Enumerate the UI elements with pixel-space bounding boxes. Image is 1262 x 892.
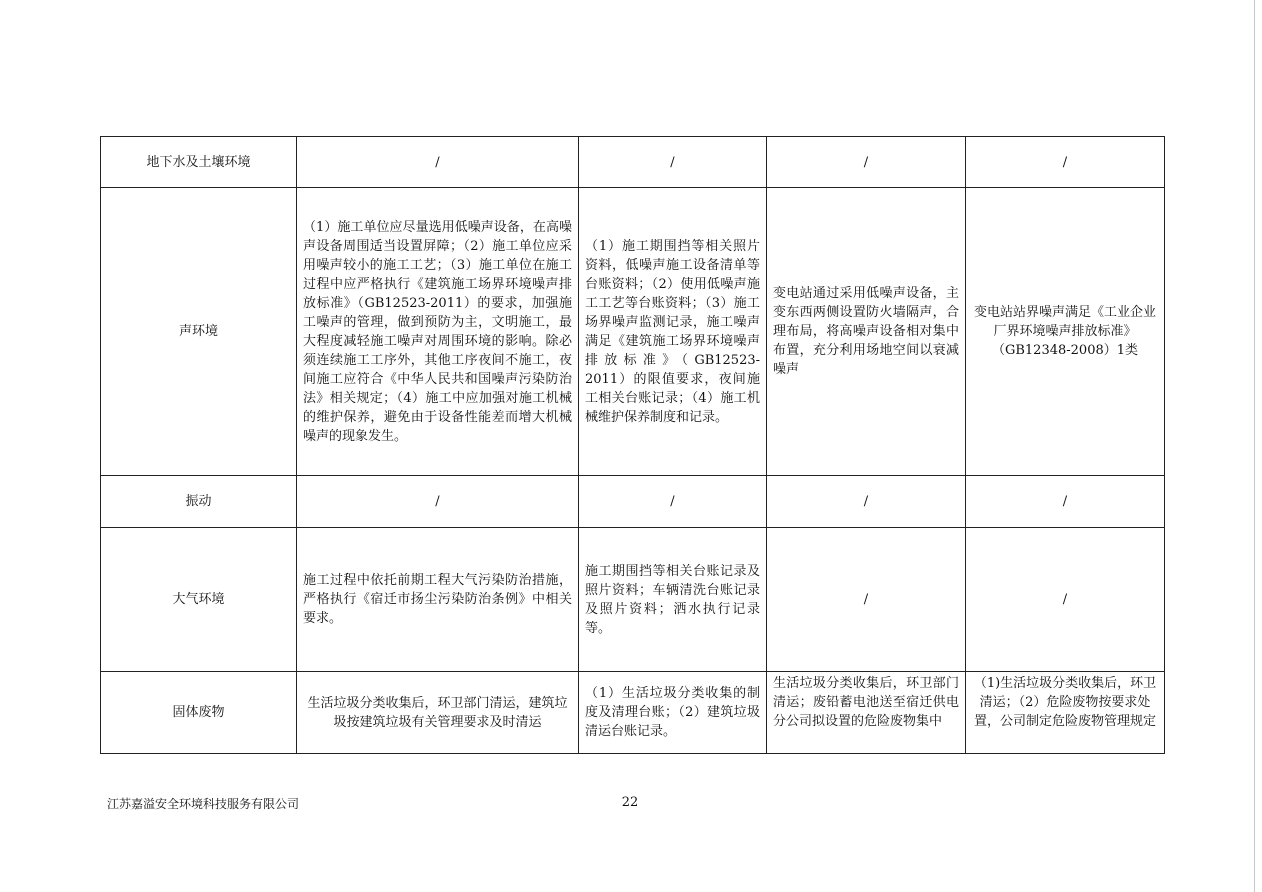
table-cell: 施工过程中依托前期工程大气污染防治措施，严格执行《宿迁市扬尘污染防治条例》中相关要求。 [297, 528, 579, 672]
table-cell: / [966, 528, 1165, 672]
table-cell: （1）施工期围挡等相关照片资料，低噪声施工设备清单等台账资料；（2）使用低噪声施工工艺等台账资料；（3）施工场界噪声监测记录，施工噪声满足《建筑施工场界环境噪声排放标准》（GB12523-2011）的限值要求，夜间施工相关台账记录；（4）施工机械维护保养制度和记录。 [579, 188, 767, 476]
footer-company-name: 江苏嘉溢安全环境科技服务有限公司 [107, 797, 300, 811]
table-cell: / [579, 137, 767, 188]
row-label: 振动 [101, 476, 297, 528]
row-label: 地下水及土壤环境 [101, 137, 297, 188]
table-cell: / [767, 137, 966, 188]
table-cell: 生活垃圾分类收集后，环卫部门清运；废铅蓄电池送至宿迁供电分公司拟设置的危险废物集中 [767, 672, 966, 754]
table-cell: （1）施工单位应尽量选用低噪声设备，在高噪声设备周围适当设置屏障；（2）施工单位应采用噪声较小的施工工艺；（3）施工单位在施工过程中应严格执行《建筑施工场界环境噪声排放标准》（GB12523-2011）的要求，加强施工噪声的管理，做到预防为主，文明施工，最大程度减轻施工噪声对周围环境的影响。除必须连续施工工序外，其他工序夜间不施工，夜间施工应符合《中华人民共和国噪声污染防治法》相关规定；（4）施工中应加强对施工机械的维护保养，避免由于设备性能差而增大机械噪声的现象发生。 [297, 188, 579, 476]
table-cell: 变电站通过采用低噪声设备，主变东西两侧设置防火墙隔声，合理布局，将高噪声设备相对集中布置，充分利用场地空间以衰减噪声 [767, 188, 966, 476]
table-cell: / [297, 137, 579, 188]
table-row [101, 672, 1165, 754]
table-row [101, 528, 1165, 672]
table-cell: / [579, 476, 767, 528]
table-cell: / [767, 528, 966, 672]
table-row [101, 137, 1165, 188]
table-cell: 变电站站界噪声满足《工业企业厂界环境噪声排放标准》（GB12348-2008）1类 [966, 188, 1165, 476]
table-cell: （1）生活垃圾分类收集的制度及清理台账；（2）建筑垃圾清运台账记录。 [579, 672, 767, 754]
table-cell: （1)生活垃圾分类收集后，环卫清运；（2）危险废物按要求处置，公司制定危险废物管理规定 [966, 672, 1165, 754]
row-label: 固体废物 [101, 672, 297, 754]
environment-measures-table [100, 136, 1165, 754]
page-edge-line [1254, 0, 1255, 892]
table-row [101, 188, 1165, 476]
table-cell: / [966, 476, 1165, 528]
table-cell: 生活垃圾分类收集后，环卫部门清运，建筑垃圾按建筑垃圾有关管理要求及时清运 [297, 672, 579, 754]
table-cell: / [297, 476, 579, 528]
row-label: 声环境 [101, 188, 297, 476]
table-row [101, 476, 1165, 528]
row-label: 大气环境 [101, 528, 297, 672]
table-cell: / [966, 137, 1165, 188]
table-cell: / [767, 476, 966, 528]
table-cell: 施工期围挡等相关台账记录及照片资料；车辆清洗台账记录及照片资料；洒水执行记录等。 [579, 528, 767, 672]
page-number: 22 [621, 795, 639, 810]
